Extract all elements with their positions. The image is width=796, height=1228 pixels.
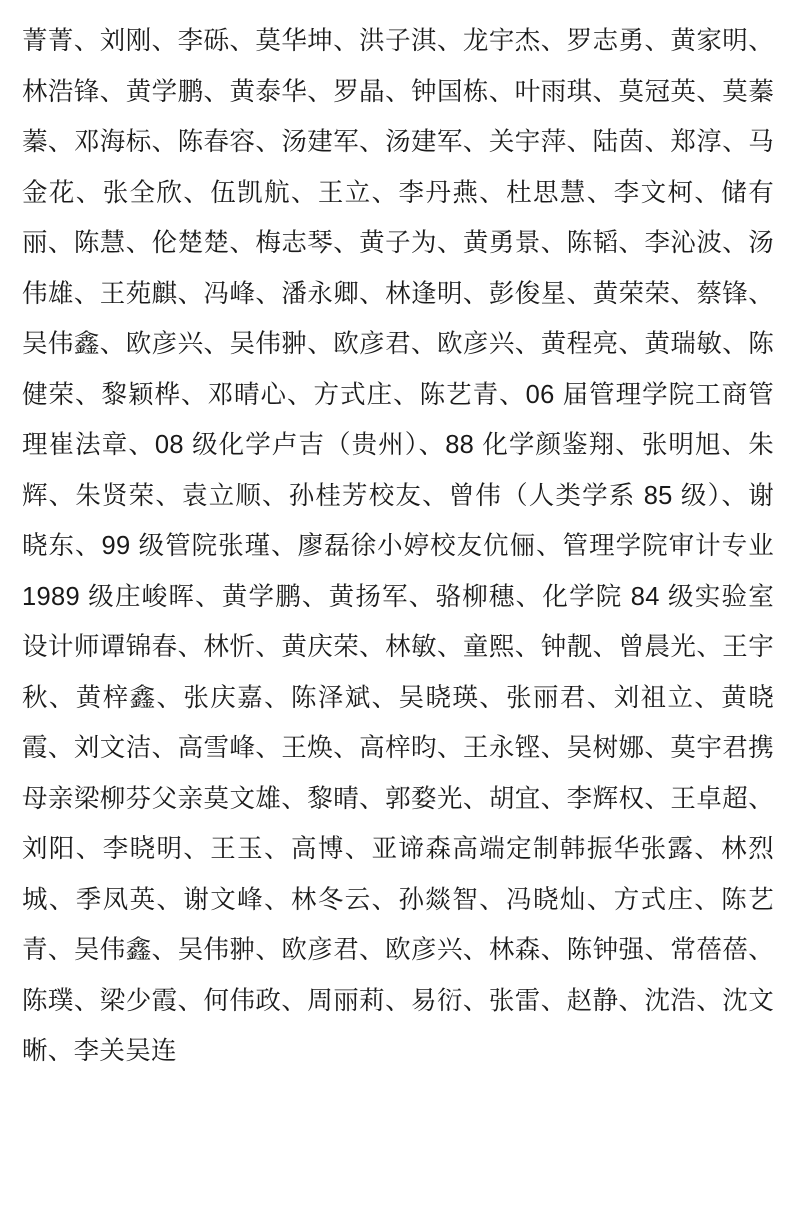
name-roster-paragraph: 菁菁、刘刚、李砾、莫华坤、洪子淇、龙宇杰、罗志勇、黄家明、林浩锋、黄学鹏、黄泰华、罗晶、钟国栋、叶雨琪、莫冠英、莫蓁蓁、邓海标、陈春容、汤建军、汤建军、关宇萍、陆茵、郑淳、马金花、张全欣、伍凯航、王立、李丹燕、杜思慧、李文柯、储有丽、陈慧、伦楚楚、梅志琴、黄子为、黄勇景、陈韬、李沁波、汤伟雄、王苑麒、冯峰、潘永卿、林逢明、彭俊星、黄荣荣、蔡锋、吴伟鑫、欧彦兴、吴伟翀、欧彦君、欧彦兴、黄程亮、黄瑞敏、陈健荣、黎颖桦、邓晴心、方式庄、陈艺青、06 届管理学院工商管理崔法章、08 级化学卢吉（贵州）、88 化学颜鉴翔、张明旭、朱辉、朱贤荣、袁立顺、孙桂芳校友、曾伟（人类学系 85 级）、谢晓东、99 级管院张瑾、廖磊徐小婷校友伉俪、管理学院审计专业 1989 级庄峻晖、黄学鹏、黄扬军、骆柳穗、化学院 84 级实验室设计师谭锦春、林忻、黄庆荣、林敏、童熙、钟靓、曾晨光、王宇秋、黄梓鑫、张庆嘉、陈泽斌、吴晓瑛、张丽君、刘祖立、黄晓霞、刘文洁、高雪峰、王焕、高梓昀、王永铿、吴树娜、莫宇君携母亲梁柳芬父亲莫文雄、黎晴、郭婺光、胡宜、李辉权、王卓超、刘阳、李晓明、王玉、高博、亚谛森高端定制韩振华张露、林烈城、季凤英、谢文峰、林冬云、孙燚智、冯晓灿、方式庄、陈艺青、吴伟鑫、吴伟翀、欧彦君、欧彦兴、林森、陈钟强、常蓓蓓、陈璞、梁少霞、何伟政、周丽莉、易衍、张雷、赵静、沈浩、沈文晰、李关吴连 [22,27,774,1065]
